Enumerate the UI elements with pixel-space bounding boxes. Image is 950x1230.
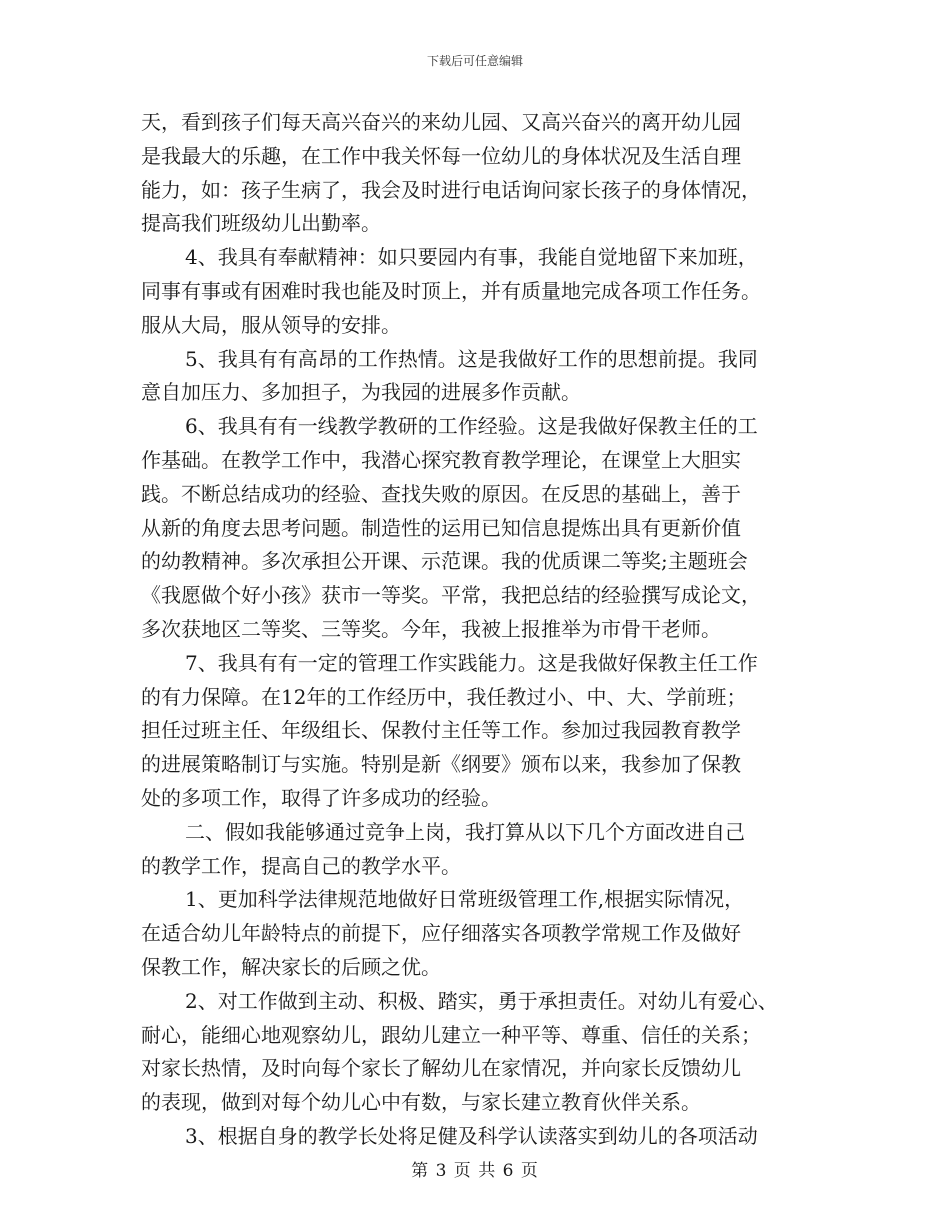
text-line: 《我愿做个好小孩》获市一等奖。平常，我把总结的经验撰写成论文， xyxy=(141,583,761,608)
text-line: 作基础。在教学工作中，我潜心探究教育教学理论，在课堂上大胆实 xyxy=(141,447,741,472)
text-line: 是我最大的乐趣，在工作中我关怀每一位幼儿的身体状况及生活自理 xyxy=(141,143,741,168)
text-line: 同事有事或有困难时我也能及时顶上，并有质量地完成各项工作任务。 xyxy=(141,278,761,303)
text-line: 践。不断总结成功的经验、查找失败的原因。在反思的基础上，善于 xyxy=(141,481,741,506)
text-line: 能力，如：孩子生病了，我会及时进行电话询问家长孩子的身体情况， xyxy=(141,177,761,202)
text-line: 耐心，能细心地观察幼儿，跟幼儿建立一种平等、尊重、信任的关系； xyxy=(141,1022,761,1047)
paragraph-first-line: 2、对工作做到主动、积极、踏实，勇于承担责任。对幼儿有爱心、 xyxy=(185,988,778,1013)
page-number: 第 3 页 共 6 页 xyxy=(411,1161,539,1181)
page-header: 下载后可任意编辑 xyxy=(426,54,523,68)
paragraph-first-line: 4、我具有奉献精神：如只要园内有事，我能自觉地留下来加班， xyxy=(185,245,758,270)
text-line: 从新的角度去思考问题。制造性的运用已知信息提炼出具有更新价值 xyxy=(141,515,741,540)
paragraph-first-line: 二、假如我能够通过竞争上岗，我打算从以下几个方面改进自己 xyxy=(185,819,745,844)
text-line: 的有力保障。在12年的工作经历中，我任教过小、中、大、学前班； xyxy=(141,684,747,709)
text-line: 对家长热情，及时向每个家长了解幼儿在家情况，并向家长反馈幼儿 xyxy=(141,1056,741,1081)
text-line: 服从大局，服从领导的安排。 xyxy=(141,312,401,337)
text-line: 的表现，做到对每个幼儿心中有数，与家长建立教育伙伴关系。 xyxy=(141,1090,701,1115)
text-line: 意自加压力、多加担子，为我园的进展多作贡献。 xyxy=(141,380,581,405)
document-body xyxy=(141,106,831,1154)
text-line: 在适合幼儿年龄特点的前提下，应仔细落实各项教学常规工作及做好 xyxy=(141,921,741,946)
paragraph-first-line: 5、我具有有高昂的工作热情。这是我做好工作的思想前提。我同 xyxy=(185,346,758,371)
text-line: 处的多项工作，取得了许多成功的经验。 xyxy=(141,785,501,810)
text-line: 的教学工作，提高自己的教学水平。 xyxy=(141,853,461,878)
paragraph-first-line: 3、根据自身的教学长处将足健及科学认读落实到幼儿的各项活动 xyxy=(185,1123,758,1148)
text-line: 的进展策略制订与实施。特别是新《纲要》颁布以来，我参加了保教 xyxy=(141,752,741,777)
text-line: 保教工作，解决家长的后顾之优。 xyxy=(141,954,441,979)
text-line: 担任过班主任、年级组长、保教付主任等工作。参加过我园教育教学 xyxy=(141,718,741,743)
text-line: 提高我们班级幼儿出勤率。 xyxy=(141,211,381,236)
paragraph-first-line: 6、我具有有一线教学教研的工作经验。这是我做好保教主任的工 xyxy=(185,414,758,439)
text-line: 的幼教精神。多次承担公开课、示范课。我的优质课二等奖;主题班会 xyxy=(141,549,748,574)
paragraph-first-line: 7、我具有有一定的管理工作实践能力。这是我做好保教主任工作 xyxy=(185,650,758,675)
text-line: 天，看到孩子们每天高兴奋兴的来幼儿园、又高兴奋兴的离开幼儿园 xyxy=(141,110,741,134)
paragraph-first-line: 1、更加科学法律规范地做好日常班级管理工作,根据实际情况， xyxy=(185,887,745,912)
text-line: 多次获地区二等奖、三等奖。今年，我被上报推举为市骨干老师。 xyxy=(141,616,721,641)
